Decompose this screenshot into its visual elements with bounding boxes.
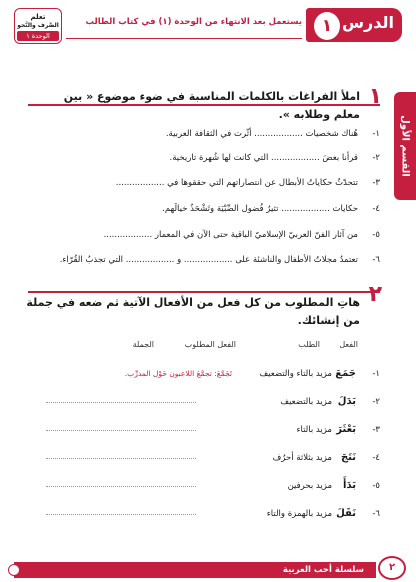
header-note: يستعمل بعد الانتهاء من الوحدة (١) في كتاب الطالب (85, 17, 302, 27)
list-item (40, 252, 380, 268)
row-verb: بَدَأَ (343, 480, 356, 491)
header-divider (66, 38, 302, 39)
row-desc: مزيد بالتضعيف (280, 397, 332, 407)
answer-line (46, 514, 196, 515)
list-item (40, 201, 380, 217)
table-row (40, 394, 380, 410)
row-verb: بَعْثَرَ (336, 424, 356, 435)
page-number: ٢ (378, 556, 406, 580)
table-row (40, 478, 380, 494)
row-number: ٦- (372, 509, 380, 519)
row-desc: مزيد بثلاثة أحرُف (272, 453, 332, 463)
col-header-sentence: الجملة (132, 340, 154, 349)
row-number: ٥- (372, 481, 380, 491)
side-tab-label: القسم الأول (399, 115, 411, 177)
row-number: ٤- (372, 204, 380, 214)
row-desc: مزيد بالتاء والتضعيف (259, 369, 332, 379)
table-row (40, 450, 380, 466)
row-verb: نَتَجَ (340, 452, 356, 463)
badge-line1: تعلم (30, 13, 46, 21)
col-header-required: الطلب (298, 340, 320, 349)
side-tab (394, 92, 416, 200)
row-text: حكايات .................. تثيرُ فُضول الصِّبْيَة وتَشْحَذُ خيالَهم. (162, 204, 358, 214)
row-number: ١- (372, 369, 380, 379)
row-number: ٢- (372, 397, 380, 407)
section2-underline (28, 291, 380, 293)
answer-line (46, 458, 196, 459)
row-number: ٢- (372, 153, 380, 163)
row-number: ٦- (372, 255, 380, 265)
footer-dot (8, 564, 20, 576)
answer-line (46, 486, 196, 487)
row-example: تَجَمَّعَ: تجمَّعَ اللاعبون حَوْل المدرِّب. (124, 369, 232, 378)
header (14, 8, 402, 42)
row-text: تعتمدُ مجلاتُ الأطفال والناشئة على .................. و .................. التي تجذبُ القُرّاء. (59, 255, 358, 265)
row-desc: مزيد بالهمزة والتاء (266, 509, 332, 519)
row-desc: مزيد بالتاء (296, 425, 332, 435)
section2-title-line1: هاتِ المطلوب من كل فعل من الأفعال الآتية ثم ضعه في جملة (26, 296, 360, 309)
section1-number: ١ (368, 84, 382, 109)
row-text: قرأنا بعضَ .................. التي كانت لها شُهرة تاريخية. (169, 153, 358, 163)
list-item (40, 126, 380, 142)
row-number: ٥- (372, 230, 380, 240)
badge-line3: الوحدة ١ (17, 31, 59, 41)
list-item (40, 175, 380, 191)
section2-title-line2: من إنشائك. (297, 314, 360, 327)
table-row (40, 422, 380, 438)
list-item (40, 227, 380, 243)
table-row (40, 506, 380, 522)
lesson-number: ١ (312, 10, 342, 42)
row-verb: جَمَعَ (335, 368, 356, 379)
row-text: من آثار الفنّ العربيّ الإسلاميّ الباقية حتى الآن في المعمار .................. (103, 230, 358, 240)
badge-line2: الصَّرف والنَّحو (17, 22, 59, 29)
row-verb: بَدَلَ (337, 396, 356, 407)
section1-title-line2: معلم وطلابه ». (278, 108, 360, 121)
section1-title-line1: املأ الفراغات بالكلمات المناسبة في ضوء موضوع « بين (63, 90, 360, 103)
section2-number: ٢ (368, 282, 382, 307)
footer-series: سلسلة أحب العربية (282, 565, 364, 575)
row-text: هُناك شخصيات .................. أثّرت في الثقافة العربية. (165, 129, 358, 139)
row-text: تتحدّثُ حكاياتُ الأبطال عن انتصاراتهم التي حققوها في .................. (115, 178, 358, 188)
lesson-word: الدرس (341, 13, 394, 32)
row-verb: نَقَلَ (336, 508, 356, 519)
unit-badge (14, 8, 62, 44)
row-desc: مزيد بحرفين (287, 481, 332, 491)
section1-underline (28, 104, 380, 106)
row-number: ٣- (372, 178, 380, 188)
list-item (40, 150, 380, 166)
row-number: ٤- (372, 453, 380, 463)
row-number: ٣- (372, 425, 380, 435)
col-header-required-verb: الفعل المطلوب (184, 340, 236, 349)
table-row (40, 366, 380, 382)
lesson-box (306, 8, 402, 42)
col-header-verb: الفعل (339, 340, 358, 349)
answer-line (46, 402, 196, 403)
footer (0, 558, 416, 582)
answer-line (46, 430, 196, 431)
row-number: ١- (372, 129, 380, 139)
